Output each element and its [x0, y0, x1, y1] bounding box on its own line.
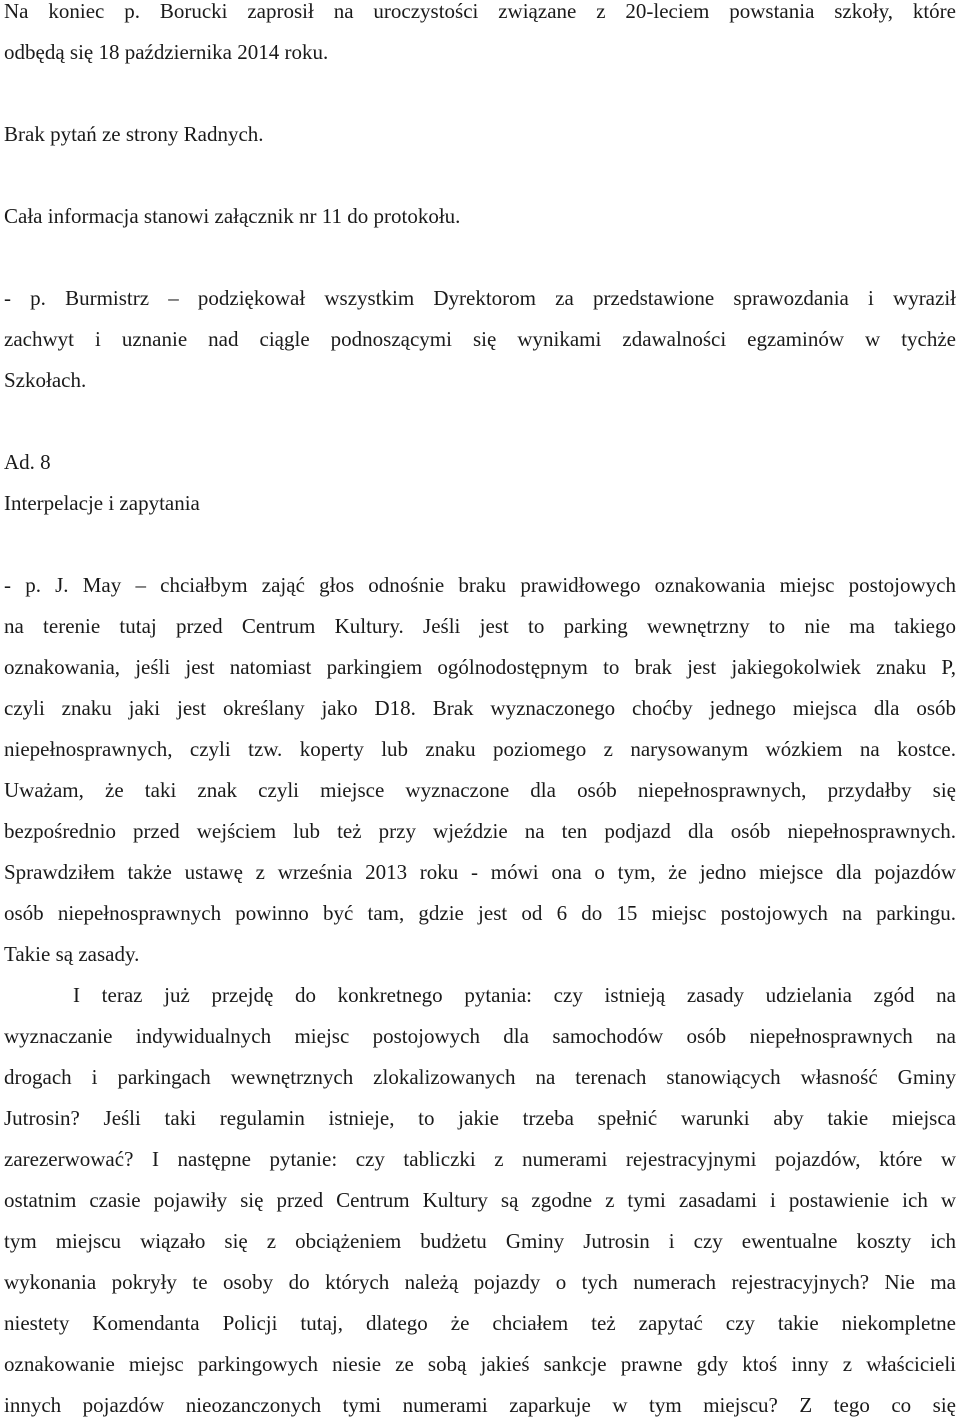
- section-number: Ad. 8: [4, 450, 51, 474]
- paragraph-line: wyznaczanie indywidualnych miejsc postojowych dla samochodów osób niepełnosprawnych na: [4, 1024, 956, 1048]
- paragraph-line: Na koniec p. Borucki zaprosił na uroczystości związane z 20-leciem powstania szkoły, które: [4, 0, 956, 23]
- paragraph-line: - p. Burmistrz – podziękował wszystkim Dyrektorom za przedstawione sprawozdania i wyraził: [4, 286, 956, 310]
- paragraph-line: oznakowanie miejsc parkingowych niesie ze sobą jakieś sankcje prawne gdy ktoś inny z właścicieli: [4, 1352, 956, 1376]
- paragraph-line: innych pojazdów nieozanczonych tymi numerami zaparkuje w tym miejscu? Z tego co się: [4, 1393, 956, 1417]
- paragraph-line: bezpośrednio przed wejściem lub też przy wjeździe na ten podjazd dla osób niepełnosprawnych.: [4, 819, 956, 843]
- paragraph-line: Takie są zasady.: [4, 942, 140, 966]
- paragraph-line: - p. J. May – chciałbym zająć głos odnośnie braku prawidłowego oznakowania miejsc postojowych: [4, 573, 956, 597]
- paragraph-line: tym miejscu wiązało się z obciążeniem budżetu Gminy Jutrosin i czy ewentualne koszty ich: [4, 1229, 956, 1253]
- paragraph-line: Jutrosin? Jeśli taki regulamin istnieje, to jakie trzeba spełnić warunki aby takie miejsca: [4, 1106, 956, 1130]
- paragraph-line: zachwyt i uznanie nad ciągle podnoszącymi się wynikami zdawalności egzaminów w tychże: [4, 327, 956, 351]
- paragraph-line: odbędą się 18 października 2014 roku.: [4, 40, 329, 64]
- paragraph-line: Sprawdziłem także ustawę z września 2013 roku - mówi ona o tym, że jedno miejsce dla pojazdów: [4, 860, 956, 884]
- paragraph-line: na terenie tutaj przed Centrum Kultury. Jeśli jest to parking wewnętrzny to nie ma takiego: [4, 614, 956, 638]
- paragraph-line: I teraz już przejdę do konkretnego pytania: czy istnieją zasady udzielania zgód na: [73, 983, 956, 1007]
- paragraph-line: czyli znaku jaki jest określany jako D18. Brak wyznaczonego choćby jednego miejsca dla osób: [4, 696, 956, 720]
- paragraph-line: Brak pytań ze strony Radnych.: [4, 122, 264, 146]
- section-title: Interpelacje i zapytania: [4, 491, 200, 515]
- paragraph-line: osób niepełnosprawnych powinno być tam, gdzie jest od 6 do 15 miejsc postojowych na parkingu.: [4, 901, 956, 925]
- paragraph-line: drogach i parkingach wewnętrznych zlokalizowanych na terenach stanowiących własność Gminy: [4, 1065, 956, 1089]
- paragraph-line: niestety Komendanta Policji tutaj, dlatego że chciałem też zapytać czy takie niekompletne: [4, 1311, 956, 1335]
- paragraph-line: Uważam, że taki znak czyli miejsce wyznaczone dla osób niepełnosprawnych, przydałby się: [4, 778, 956, 802]
- paragraph-line: zarezerwować? I następne pytanie: czy tabliczki z numerami rejestracyjnymi pojazdów, które w: [4, 1147, 956, 1171]
- paragraph-line: Cała informacja stanowi załącznik nr 11 do protokołu.: [4, 204, 461, 228]
- paragraph-line: wykonania pokryły te osoby do których należą pojazdy o tych numerach rejestracyjnych? Nie ma: [4, 1270, 956, 1294]
- paragraph-line: ostatnim czasie pojawiły się przed Centrum Kultury są zgodne z tymi zasadami i postawienie ich w: [4, 1188, 956, 1212]
- paragraph-line: niepełnosprawnych, czyli tzw. koperty lub znaku poziomego z narysowanym wózkiem na kostce.: [4, 737, 956, 761]
- paragraph-line: Szkołach.: [4, 368, 87, 392]
- paragraph-line: oznakowania, jeśli jest natomiast parkingiem ogólnodostępnym to brak jest jakiegokolwiek znaku P,: [4, 655, 956, 679]
